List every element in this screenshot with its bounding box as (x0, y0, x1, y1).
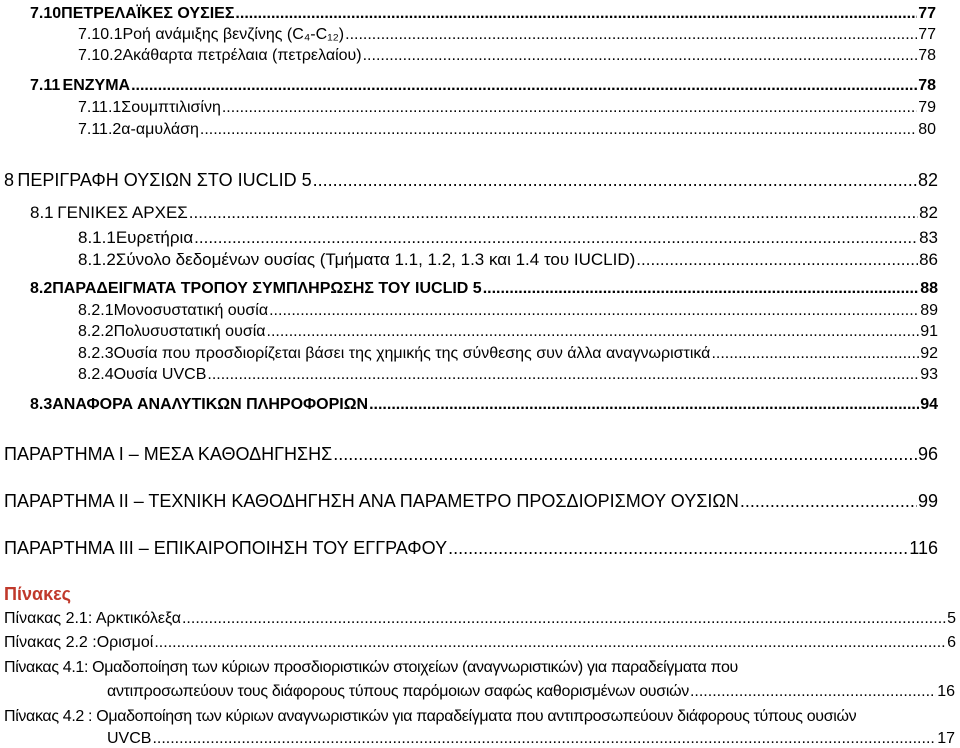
toc-entry[interactable] (78, 302, 938, 320)
table-entry[interactable] (4, 708, 956, 726)
table-page: 6 (947, 634, 956, 651)
toc-entry[interactable] (4, 538, 938, 559)
toc-title: Ακάθαρτα πετρέλαια (πετρελαίου) (122, 47, 362, 64)
toc-page: 91 (920, 323, 938, 340)
leader-dots (483, 280, 920, 298)
leader-dots (313, 170, 917, 191)
toc-entry[interactable] (78, 345, 938, 363)
table-entry-continuation[interactable] (107, 683, 955, 701)
toc-entry[interactable] (78, 323, 938, 341)
toc-title: α-αμυλάση (121, 121, 199, 138)
toc-page: 79 (918, 99, 936, 116)
toc-number: 7.11.1 (78, 99, 122, 116)
toc-entry[interactable] (30, 280, 938, 298)
toc-page: 89 (920, 302, 938, 319)
toc-title: ΠΑΡΑΔΕΙΓΜΑΤΑ ΤΡΟΠΟΥ ΣΥΜΠΛΗΡΩΣΗΣ ΤΟΥ IUCLID 5 (52, 280, 482, 297)
toc-page: 96 (917, 444, 938, 464)
table-label: Πίνακας 4.1: Ομαδοποίηση των κύριων προσδιοριστικών στοιχείων (αναγνωριστικών) για παραδείγματα που (4, 659, 738, 676)
leader-dots (152, 730, 936, 748)
toc-entry[interactable] (30, 396, 938, 414)
table-label: Πίνακας 2.2 :Ορισμοί (4, 634, 154, 651)
leader-dots (222, 99, 917, 117)
toc-page: 92 (920, 345, 938, 362)
toc-page: 116 (909, 538, 938, 558)
toc-number: 8.3 (30, 396, 53, 413)
toc-number: 8.2.3 (78, 345, 114, 362)
leader-dots (740, 491, 917, 512)
toc-entry[interactable] (78, 121, 936, 139)
leader-dots (636, 250, 918, 270)
leader-dots (369, 396, 919, 414)
table-label: Πίνακας 2.1: Αρκτικόλεξα (4, 610, 181, 627)
toc-page: 94 (920, 396, 938, 413)
toc-page: 82 (919, 203, 938, 222)
toc-entry[interactable] (78, 26, 936, 44)
toc-title: ΠΑΡΑΡΤΗΜΑ ΙΙΙ – ΕΠΙΚΑΙΡΟΠΟΙΗΣΗ ΤΟΥ ΕΓΓΡΑΦΟΥ (4, 538, 448, 558)
leader-dots (345, 26, 917, 44)
leader-dots (235, 5, 917, 23)
toc-title: ΕΝΖΥΜΑ (62, 77, 131, 94)
toc-entry[interactable] (78, 250, 938, 270)
table-entry[interactable] (4, 610, 956, 628)
toc-number: 8.2.2 (78, 323, 114, 340)
table-page: 5 (947, 610, 956, 627)
toc-title: Ροή ανάμιξης βενζίνης (C₄-C₁₂) (122, 26, 345, 43)
table-label-continuation: UVCB (107, 730, 152, 747)
toc-entry[interactable] (78, 366, 938, 384)
toc-page: 77 (918, 26, 936, 43)
toc-entry[interactable] (78, 228, 938, 248)
table-entry[interactable] (4, 634, 956, 652)
toc-entry[interactable] (30, 203, 938, 223)
toc-entry[interactable] (30, 77, 936, 95)
toc-number: 7.10.2 (78, 47, 123, 64)
toc-page: 93 (920, 366, 938, 383)
leader-dots (363, 47, 918, 65)
table-page: 16 (937, 683, 955, 700)
tables-heading: Πίνακες (4, 584, 72, 604)
toc-title: Ουσία που προσδιορίζεται βάσει της χημικής της σύνθεσης συν άλλα αναγνωριστικά (113, 345, 711, 362)
toc-title: Μονοσυστατική ουσία (113, 302, 269, 319)
toc-title: ΓΕΝΙΚΕΣ ΑΡΧΕΣ (57, 203, 188, 222)
table-entry[interactable] (4, 659, 956, 677)
toc-number: 8.2.1 (78, 302, 114, 319)
leader-dots (448, 538, 908, 559)
toc-page: 78 (918, 77, 936, 94)
toc-title: ΑΝΑΦΟΡΑ ΑΝΑΛΥΤΙΚΩΝ ΠΛΗΡΟΦΟΡΙΩΝ (52, 396, 369, 413)
leader-dots (711, 345, 919, 363)
toc-page: 99 (917, 491, 938, 511)
toc-page: 78 (918, 47, 936, 64)
toc-number: 7.10.1 (78, 26, 123, 43)
leader-dots (182, 610, 946, 628)
toc-number: 8.1.1 (78, 228, 116, 247)
leader-dots (194, 228, 918, 248)
toc-title: ΠΕΡΙΓΡΑΦΗ ΟΥΣΙΩΝ ΣΤΟ IUCLID 5 (17, 170, 312, 190)
toc-number: 7.11 (30, 77, 61, 94)
toc-number: 8.2 (30, 280, 53, 297)
toc-entry[interactable] (78, 99, 936, 117)
toc-title: Ευρετήρια (115, 228, 194, 247)
toc-entry[interactable] (4, 444, 938, 465)
toc-title: Πολυσυστατική ουσία (113, 323, 266, 340)
toc-entry[interactable] (30, 5, 936, 23)
toc-number: 8.1.2 (78, 250, 116, 269)
toc-title: Ουσία UVCB (113, 366, 207, 383)
toc-entry[interactable] (4, 491, 938, 512)
leader-dots (200, 121, 917, 139)
toc-page: 88 (920, 280, 938, 297)
table-entry-continuation[interactable] (107, 730, 955, 748)
toc-number: 8 (4, 170, 15, 190)
leader-dots (154, 634, 946, 652)
toc-title: ΠΕΤΡΕΛΑΪΚΕΣ ΟΥΣΙΕΣ (61, 5, 235, 22)
table-label-continuation: αντιπροσωπεύουν τους διάφορους τύπους παρόμοιων σαφώς καθορισμένων ουσιών (107, 683, 689, 700)
toc-entry[interactable] (4, 170, 938, 191)
toc-page: 86 (919, 250, 938, 269)
leader-dots (333, 444, 917, 465)
toc-number: 7.11.2 (78, 121, 122, 138)
toc-number: 7.10 (30, 5, 62, 22)
toc-title: ΠΑΡΑΡΤΗΜΑ Ι – ΜΕΣΑ ΚΑΘΟΔΗΓΗΣΗΣ (4, 444, 333, 464)
toc-page: 80 (918, 121, 936, 138)
leader-dots (207, 366, 919, 384)
table-label: Πίνακας 4.2 : Ομαδοποίηση των κύριων αναγνωριστικών για παραδείγματα που αντιπροσωπεύουν διάφορους τύπους ουσιών (4, 708, 857, 725)
toc-title: Σουμπτιλισίνη (121, 99, 221, 116)
toc-page: 77 (918, 5, 936, 22)
toc-page: 83 (919, 228, 938, 247)
leader-dots (131, 77, 917, 95)
toc-number: 8.2.4 (78, 366, 114, 383)
leader-dots (189, 203, 918, 223)
toc-number: 8.1 (30, 203, 54, 222)
leader-dots (269, 302, 919, 320)
leader-dots (267, 323, 920, 341)
toc-entry[interactable] (78, 47, 936, 65)
toc-title: Σύνολο δεδομένων ουσίας (Τμήματα 1.1, 1.2, 1.3 και 1.4 του IUCLID) (115, 250, 636, 269)
toc-title: ΠΑΡΑΡΤΗΜΑ ΙΙ – ΤΕΧΝΙΚΗ ΚΑΘΟΔΗΓΗΣΗ ΑΝΑ ΠΑΡΑΜΕΤΡΟ ΠΡΟΣΔΙΟΡΙΣΜΟΥ ΟΥΣΙΩΝ (4, 491, 739, 511)
table-page: 17 (937, 730, 955, 747)
leader-dots (690, 683, 936, 701)
toc-page: 82 (917, 170, 938, 190)
